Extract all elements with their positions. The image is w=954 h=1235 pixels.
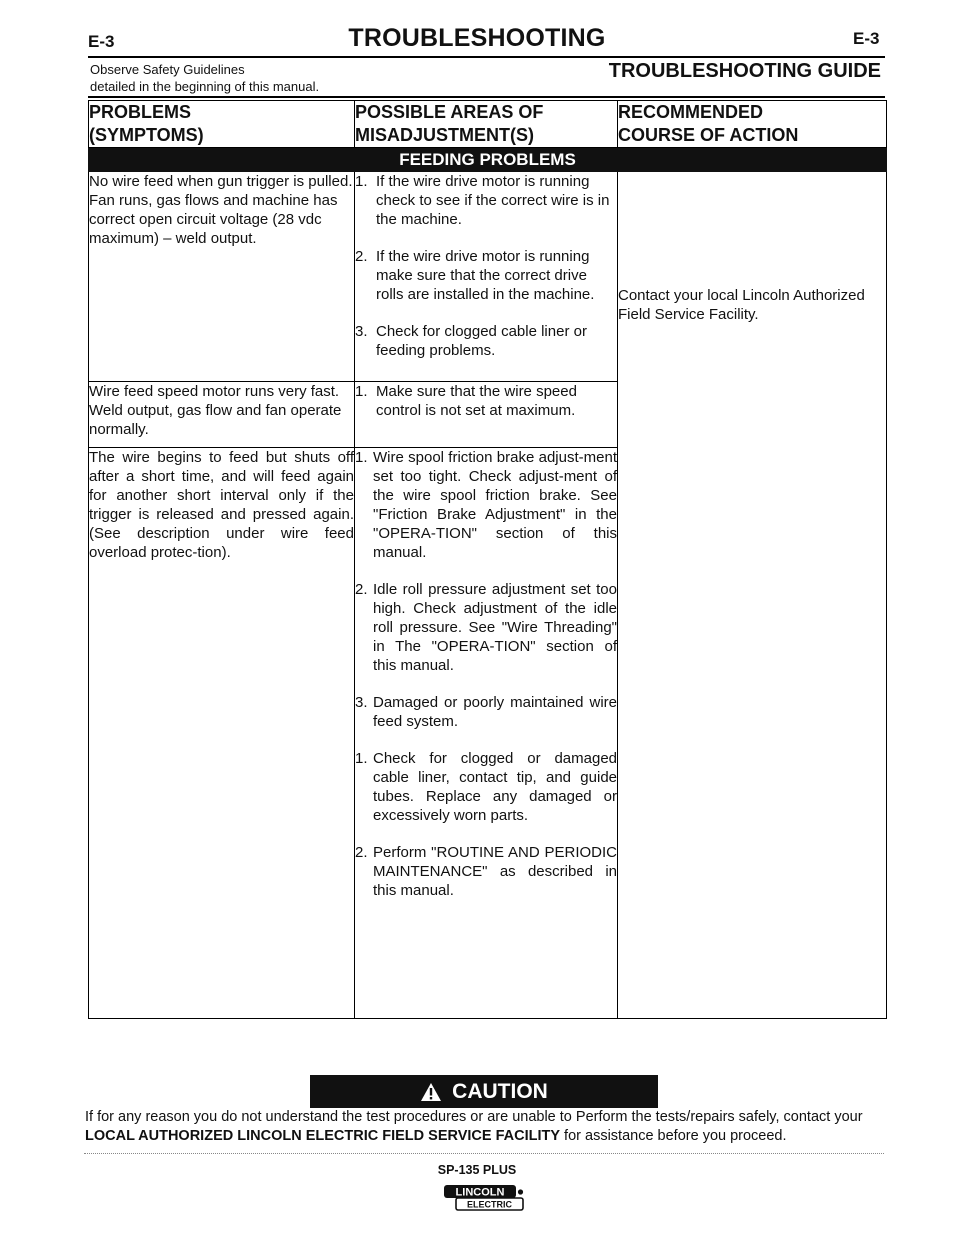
header-rule <box>88 56 885 58</box>
col-header-action: RECOMMENDED COURSE OF ACTION <box>618 101 887 148</box>
cause-item: 1. If the wire drive motor is running check to see if the correct wire is in the machine. <box>355 173 610 228</box>
warning-icon <box>420 1082 442 1102</box>
symptom-cell: No wire feed when gun trigger is pulled. Fan runs, gas flows and machine has correct open circuit voltage (28 vdc maximum) – weld output. <box>89 172 355 382</box>
symptom-cell: The wire begins to feed but shuts off after a short time, and will feed again for another short interval only if the trigger is released and pressed again. (See description under wire feed overload protec-tion). <box>89 448 355 1019</box>
safety-note <box>90 61 319 95</box>
caution-label: CAUTION <box>452 1079 548 1103</box>
col-header-misadjustments: POSSIBLE AREAS OF MISADJUSTMENT(S) <box>355 101 618 148</box>
footer-divider <box>84 1153 884 1154</box>
caution-banner <box>310 1075 658 1108</box>
causes-cell <box>355 382 618 448</box>
section-band <box>89 148 887 172</box>
logo-line1: LINCOLN <box>455 1186 505 1199</box>
guide-title: TROUBLESHOOTING GUIDE <box>608 60 881 82</box>
logo-line2: ELECTRIC <box>467 1199 512 1210</box>
page-code-left: E-3 <box>88 32 115 51</box>
symptom-cell: Wire feed speed motor runs very fast. Weld output, gas flow and fan operate normally. <box>89 382 355 448</box>
col-header-problems: PROBLEMS (SYMPTOMS) <box>89 101 355 148</box>
cause-item: 2. If the wire drive motor is running make sure that the correct drive rolls are installed in the machine. <box>355 248 595 303</box>
lincoln-electric-logo <box>443 1184 527 1212</box>
table-row <box>89 172 887 382</box>
section-title: FEEDING PROBLEMS <box>89 148 887 172</box>
cause-item: 2. Idle roll pressure adjustment set too high. Check adjustment of the idle roll pressure. See "Wire Threading" in The "OPERA-TION" section of this manual. <box>355 581 617 674</box>
page-title: TROUBLESHOOTING <box>348 24 606 52</box>
action-cell <box>618 172 887 1019</box>
cause-item: 3. Damaged or poorly maintained wire feed system. <box>355 694 617 730</box>
cause-item: 1. Wire spool friction brake adjust-ment set too tight. Check adjust-ment of the wire spool friction brake. See "Friction Brake Adjustment" in the "OPERA-TION" section of this manual. <box>355 449 617 561</box>
table-header-row <box>89 101 887 148</box>
page-code-right: E-3 <box>853 29 880 48</box>
model-name: SP-135 PLUS <box>437 1163 517 1177</box>
safety-note-line1: Observe Safety Guidelines <box>90 62 245 77</box>
troubleshooting-table <box>88 100 887 1019</box>
causes-cell <box>355 172 618 382</box>
action-text: Contact your local Lincoln Authorized Field Service Facility. <box>618 287 865 323</box>
safety-note-line2: detailed in the beginning of this manual. <box>90 79 320 94</box>
cause-item: 1. Check for clogged or damaged cable liner, contact tip, and guide tubes. Replace any damaged or excessively worn parts. <box>355 750 617 824</box>
cause-item: 1. Make sure that the wire speed control is not set at maximum. <box>355 383 577 419</box>
guide-rule <box>88 96 885 98</box>
causes-cell <box>355 448 618 1019</box>
cause-item: 3. Check for clogged cable liner or feeding problems. <box>355 323 587 359</box>
caution-text: If for any reason you do not understand the test procedures or are unable to Perform the tests/repairs safely, contact your LOCAL AUTHORIZED LINCOLN ELECTRIC FIELD SERVICE FACILITY for assistance before you proceed. <box>85 1109 863 1144</box>
cause-item: 2. Perform "ROUTINE AND PERIODIC MAINTENANCE" as described in this manual. <box>355 844 617 899</box>
